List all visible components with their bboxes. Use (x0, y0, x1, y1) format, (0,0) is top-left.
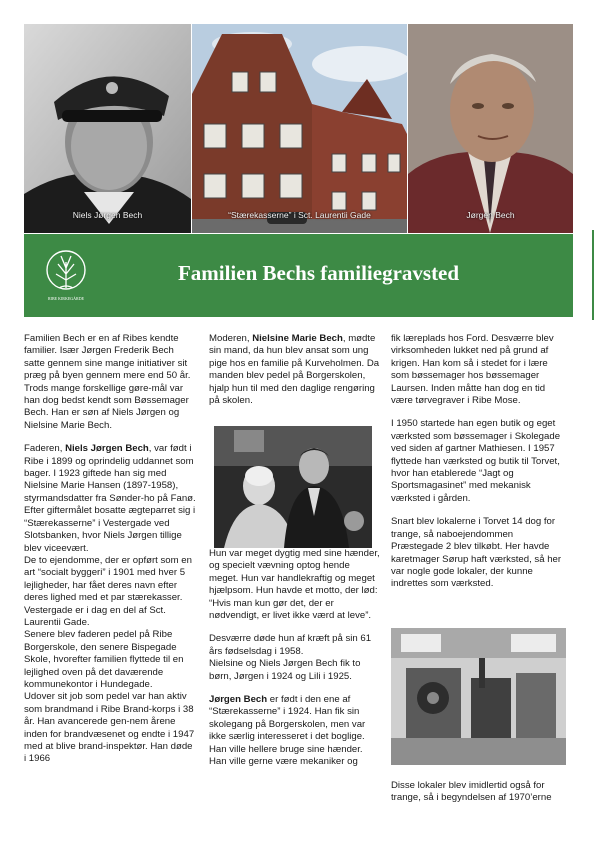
building-image (192, 24, 407, 233)
paragraph: Snart blev lokalerne i Torvet 14 dog for trange, så naboejendommen Præstegade 2 blev tilkøbt. Her havde karetmager Sørup haft værksted, så her var nogle gode lokaler, der kunne indrettes som værksted. (391, 516, 562, 590)
svg-text:RIBE KIRKEGÅRDE: RIBE KIRKEGÅRDE (47, 296, 85, 301)
photo-workshop (391, 628, 566, 765)
edge-rule (592, 230, 594, 320)
photo-staerekasserne (192, 24, 407, 233)
paragraph: Moderen, Nielsine Marie Bech, mødte sin mand, da hun blev ansat som ung pige hos en familie på Kurveholmen. Da manden blev pedel på Borgerskolen, hjalp hun til med den daglige rengøring på skolen. (209, 333, 380, 407)
person-name: Niels Jørgen Bech (65, 443, 149, 455)
page-title: Familien Bechs familiegravsted (177, 261, 460, 285)
paragraph: Hun var meget dygtig med sine hænder, og specielt vævning optog hende meget. Hun var handlekraftig og meget hjælpsom. Hun havde et motto, der lød: “Hvis man kun gør det, der er nødvendigt, er livet ikke værd at leve”. (209, 548, 380, 622)
photo-couple (214, 426, 372, 548)
photo-niels-jorgen-bech (24, 24, 191, 233)
photo-caption: Jørgen Bech (466, 210, 515, 220)
paragraph: Faderen, Niels Jørgen Bech, var født i Ribe i 1899 og oprindelig uddannet som bager. I 1923 giftede han sig med Nielsine Marie Hansen (1897-1958), styrmandsdatter fra Sønder-ho på Fanø. Efter giftermålet bosatte ægteparret sig i “Stærekasserne” i Vestergade ved Slotsbanken, hvor Niels Jørgen tillige blev viceevært. (24, 443, 196, 554)
paragraph: Desværre døde hun af kræft på sin 61 års fødselsdag i 1958. (209, 633, 372, 657)
paragraph: De to ejendomme, der er opført som en art “socialt byggeri” i 1901 med hver 5 lejligheder, har fået deres navn efter deres lighed med et par stærekasser. Vestergade er i dag en del af Sct. Laurentii Gade. (24, 554, 192, 628)
text-column-1 (24, 333, 196, 766)
paragraph: Nielsine og Niels Jørgen Bech fik to børn, Jørgen i 1924 og Lili i 1925. (209, 658, 361, 682)
paragraph: Udover sit job som pedel var han aktiv som brandmand i Ribe Brand-korps i 38 år. Han avancerede gen-nem årene inden for brandvæsenet og endte i 1947 med at blive brand-inspektør. Han døde i 1966 (24, 691, 195, 765)
portrait-image (408, 24, 573, 233)
photo-jorgen-bech (408, 24, 573, 233)
workshop-image (391, 628, 566, 765)
person-name: Nielsine Marie Bech (252, 333, 343, 344)
paragraph: I 1950 startede han egen butik og eget værksted som bøssemager i Skolegade ved siden af gartner Mathiesen. I 1957 flyttede han værksted og butik til Torvet, hvor han etablerede “Jagt og Sportsmagasinet” med mekanisk værksted i gården. (391, 418, 561, 504)
paragraph: fik læreplads hos Ford. Desværre blev virksomheden lukket ned på grund af krigen. Han kom så i stedet for i lære som bøssemager hos bøssemager Laursen. Inden måtte han dog en tid være tørvegraver i Ribe Mose. (391, 333, 554, 407)
text-column-2-cont (209, 548, 381, 769)
portrait-image (24, 24, 191, 233)
paragraph: Jørgen Bech er født i den ene af “Stærekasserne” i 1924. Han fik sin skolegang på Borgerskolen, men var ikke særlig interesseret i det boglige. Han ville hellere bruge sine hænder. Han ville gerne være mekaniker og (209, 694, 366, 768)
person-name: Jørgen Bech (209, 694, 268, 706)
text-column-3 (391, 333, 563, 602)
paragraph: Familien Bech er en af Ribes kendte familier. Især Jørgen Frederik Bech satte gennem sine mange initiativer sit præg på byen gennem mere end 50 år. Trods mange forskellige gøre-mål var han dog bedst kendt som Bøssemager Bech. Han er søn af Niels Jørgen og Nielsine Marie Bech. (24, 333, 191, 431)
couple-image (214, 426, 372, 548)
text-column-2 (209, 333, 381, 418)
paragraph: Disse lokaler blev imidlertid også for trange, så i begyndelsen af 1970’erne (391, 780, 552, 804)
title-banner (24, 234, 573, 317)
text-column-3-cont (391, 780, 563, 805)
photo-caption: “Stærekasserne” i Sct. Laurentii Gade (228, 210, 371, 220)
photo-caption: Niels Jørgen Bech (72, 210, 143, 220)
paragraph: Senere blev faderen pedel på Ribe Borgerskole, den senere Bispegade Skole, hvorefter familien flyttede til en lejlighed oven på det daværende kommunekontor i Hundegade. (24, 629, 184, 690)
